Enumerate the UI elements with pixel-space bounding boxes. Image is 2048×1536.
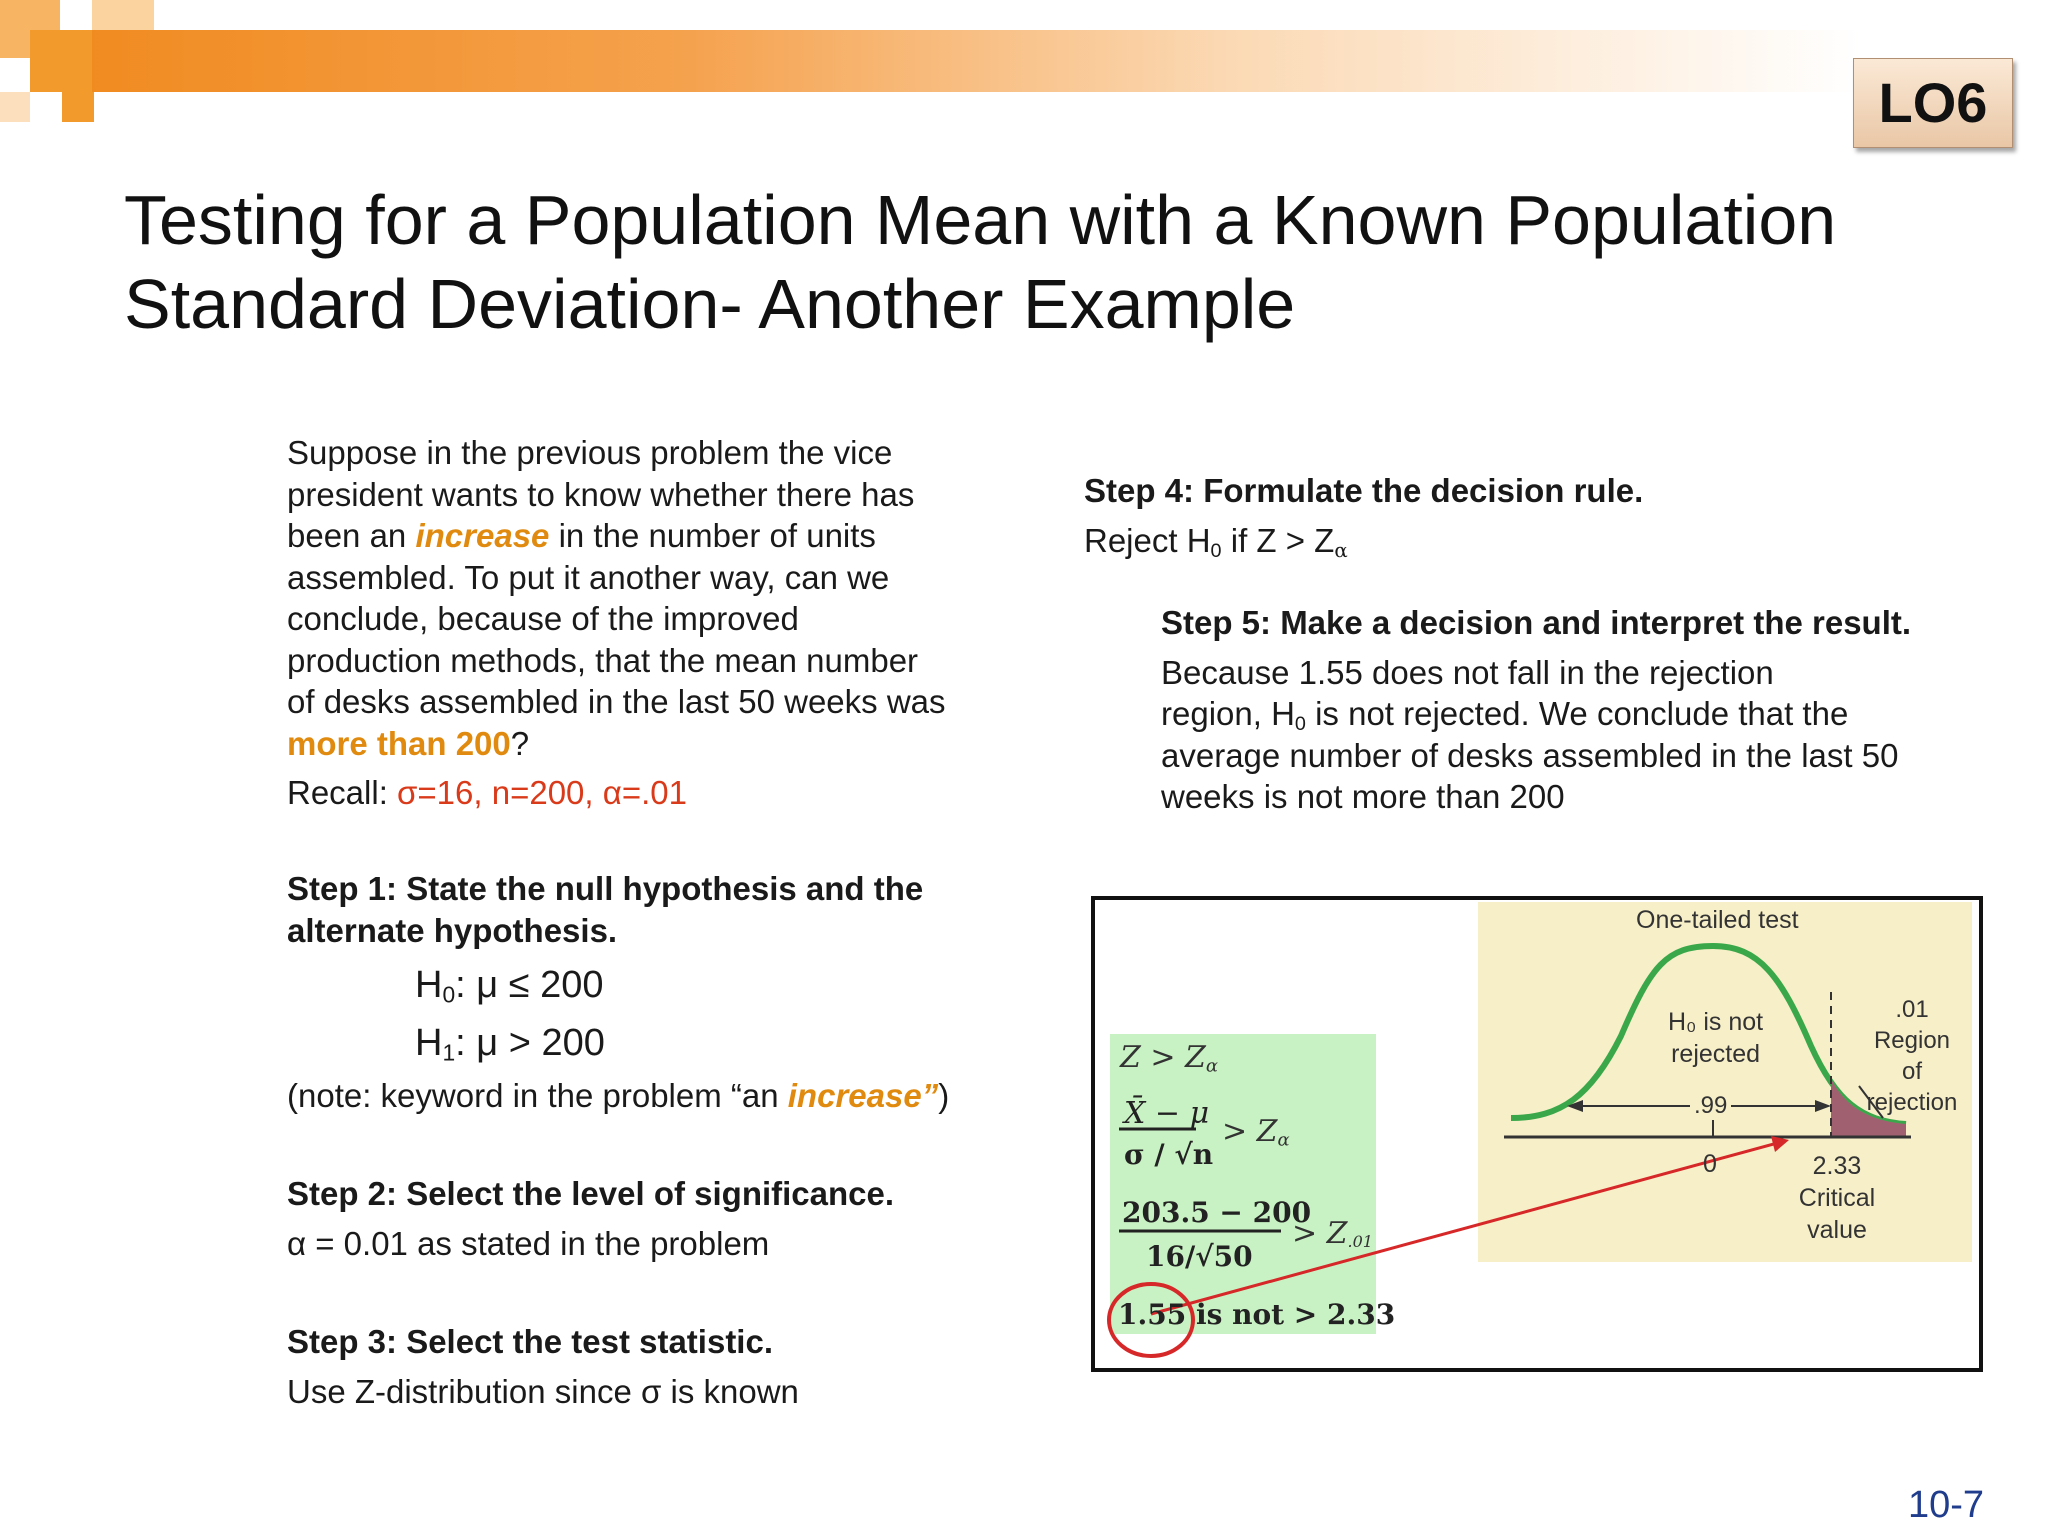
- step2-text: α = 0.01 as stated in the problem: [287, 1224, 770, 1262]
- rule-text: if Z > Z: [1221, 521, 1335, 559]
- note-keyword: increase”: [787, 1077, 939, 1114]
- step5-line: average number of desks assembled in the last 50: [1161, 736, 1899, 774]
- problem-line: production methods, that the mean number: [287, 641, 919, 679]
- rule-formula: [1120, 1040, 1218, 1075]
- critical-label-line: Critical: [1798, 1184, 1876, 1212]
- problem-line: [287, 723, 1007, 765]
- rejection-label-line: rejection: [1866, 1089, 1958, 1116]
- problem-line: assembled. To put it another way, can we: [287, 558, 890, 596]
- rule-formula-text: Z > Z: [1120, 1040, 1206, 1075]
- header-gradient-bar: [60, 30, 1860, 92]
- header-square: [30, 30, 92, 92]
- step5-block: [1161, 602, 2031, 818]
- z-formula-denominator: σ / √n: [1124, 1138, 1214, 1171]
- hyp-text: : μ ≤ 200: [455, 964, 604, 1006]
- recall-line: [287, 772, 1007, 814]
- keyword-increase: increase: [415, 517, 550, 554]
- alternate-hypothesis: [415, 1014, 605, 1072]
- rule-alpha: α: [1334, 538, 1348, 562]
- h0-label-line: rejected: [1671, 1040, 1761, 1068]
- h0-label: [1668, 1006, 1763, 1070]
- rule-subscript: 0: [1210, 539, 1222, 562]
- step5-line: [1161, 693, 2031, 735]
- title-line: Standard Deviation- Another Example: [124, 265, 1296, 343]
- step5-line: Because 1.55 does not fall in the rejection: [1161, 653, 1774, 691]
- z-formula-rhs-sub: α: [1277, 1129, 1290, 1151]
- step1-block: [287, 868, 1047, 951]
- null-hypothesis: [415, 956, 604, 1014]
- problem-line: Suppose in the previous problem the vice: [287, 434, 893, 471]
- step1-heading: Step 1: State the null hypothesis and the: [287, 870, 924, 907]
- hyp-symbol: H: [415, 1022, 443, 1064]
- rejection-label-line: Region of: [1873, 1027, 1951, 1085]
- hyp-subscript: 0: [442, 981, 456, 1008]
- page-number: 10-7: [1907, 1484, 1984, 1526]
- step4-block: [1084, 470, 1984, 561]
- step2-block: [287, 1173, 1047, 1264]
- z-value-rhs-text: > Z: [1292, 1216, 1348, 1251]
- problem-line: of desks assembled in the last 50 weeks was: [287, 683, 946, 720]
- h0-label-line: H₀ is not: [1668, 1008, 1764, 1036]
- header-square: [62, 92, 94, 122]
- problem-line: conclude, because of the improved: [287, 600, 799, 637]
- step5-subscript: 0: [1294, 712, 1306, 735]
- rule-formula-sub: α: [1205, 1055, 1219, 1077]
- step3-block: [287, 1321, 1047, 1412]
- curve-title: One-tailed test: [1636, 906, 1799, 934]
- step4-text: [1084, 520, 1984, 562]
- problem-line: president wants to know whether there has: [287, 475, 915, 513]
- step3-text: Use Z-distribution since σ is known: [287, 1372, 799, 1410]
- recall-label: Recall:: [287, 774, 398, 811]
- z-formula-rhs: [1222, 1114, 1290, 1149]
- hyp-text: : μ > 200: [455, 1022, 605, 1064]
- rule-text: Reject H: [1084, 521, 1211, 559]
- problem-text: been an: [287, 517, 416, 554]
- critical-label-line: 2.33: [1812, 1152, 1862, 1180]
- z-value-rhs: [1292, 1216, 1373, 1251]
- probability-label: .99: [1690, 1092, 1731, 1120]
- z-value-denominator: 16/√50: [1146, 1240, 1253, 1273]
- rejection-label: [1862, 994, 1962, 1118]
- step4-heading: Step 4: Formulate the decision rule.: [1084, 472, 1644, 509]
- step5-text: region, H: [1161, 695, 1295, 732]
- note-text: (note: keyword in the problem “an: [287, 1077, 788, 1114]
- problem-text: in the number of units: [549, 517, 876, 554]
- keyword-note: [287, 1075, 1047, 1117]
- header-square: [92, 0, 154, 30]
- test-conclusion: 1.55 is not > 2.33: [1118, 1298, 1396, 1331]
- z-formula-numerator: X̄ − μ: [1124, 1096, 1210, 1131]
- step2-heading: Step 2: Select the level of significance.: [287, 1175, 895, 1212]
- problem-text: ?: [510, 724, 530, 762]
- problem-statement: [287, 432, 1007, 814]
- recall-values: σ=16, n=200, α=.01: [397, 774, 687, 811]
- title-line: Testing for a Population Mean with a Known Population: [124, 181, 1837, 259]
- z-formula-rhs-text: > Z: [1222, 1114, 1278, 1149]
- step5-text: is not rejected. We conclude that the: [1305, 695, 1849, 732]
- step5-line: weeks is not more than 200: [1161, 778, 1565, 815]
- z-value-rhs-sub: .01: [1347, 1232, 1373, 1251]
- step3-heading: Step 3: Select the test statistic.: [287, 1323, 773, 1360]
- step5-heading: Step 5: Make a decision and interpret the result.: [1161, 604, 1912, 641]
- hyp-subscript: 1: [442, 1039, 456, 1066]
- header-square: [0, 92, 30, 122]
- problem-line: [287, 515, 1007, 557]
- rejection-label-line: .01: [1895, 996, 1929, 1023]
- z-value-numerator: 203.5 − 200: [1122, 1196, 1312, 1229]
- arrowhead: [1815, 1100, 1831, 1112]
- learning-objective-badge: LO6: [1853, 58, 2013, 148]
- note-text: ): [938, 1077, 950, 1114]
- slide-title: [124, 178, 1924, 346]
- hyp-symbol: H: [415, 964, 443, 1006]
- critical-label-line: value: [1807, 1216, 1867, 1244]
- keyword-more-than: more than 200: [287, 724, 511, 762]
- step1-heading: alternate hypothesis.: [287, 911, 618, 949]
- critical-value-label: [1794, 1150, 1880, 1246]
- zero-label: 0: [1703, 1150, 1717, 1178]
